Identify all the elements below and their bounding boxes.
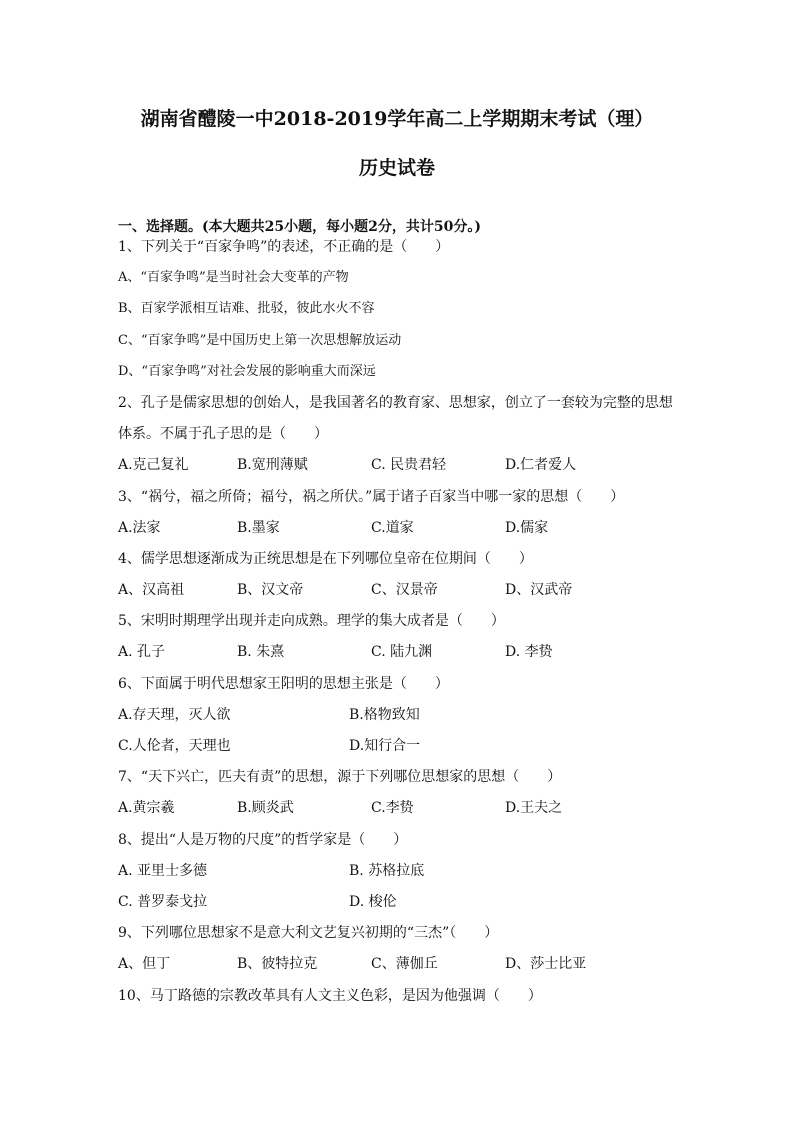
option-a: A.存天理，灭人欲 — [118, 706, 231, 723]
option-b: B.顾炎武 — [237, 800, 294, 817]
option-b: B. 苏格拉底 — [349, 862, 425, 879]
question-stem: 9、下列哪位思想家不是意大利文艺复兴初期的“三杰”（ ） — [118, 925, 499, 942]
option-b: B.格物致知 — [349, 706, 420, 723]
options-row — [118, 861, 676, 892]
option-b: B. 朱熹 — [237, 644, 285, 661]
exam-title: 湖南省醴陵一中2018-2019学年高二上学期期末考试（理） — [140, 108, 654, 130]
question-stem: 1、下列关于“百家争鸣”的表述，不正确的是（ ） — [118, 239, 450, 255]
option-c: C. 民贵君轻 — [371, 457, 447, 474]
option-d: D、“百家争鸣”对社会发展的影响重大而深远 — [118, 363, 376, 379]
option-a: A.法家 — [118, 519, 161, 536]
option-c: C、薄伽丘 — [371, 956, 438, 973]
question-stem-continued: 体系。不属于孔子思的是（ ） — [118, 426, 328, 443]
option-a: A、汉高祖 — [118, 582, 185, 599]
option-c: C. 普罗泰戈拉 — [118, 893, 208, 910]
options-row — [118, 705, 676, 736]
question-stem: 6、下面属于明代思想家王阳明的思想主张是（ ） — [118, 675, 449, 692]
section-heading: 一、选择题。(本大题共25小题，每小题2分，共计50分。) — [118, 219, 481, 235]
option-a: A.克己复礼 — [118, 457, 189, 474]
option-c: C.李贽 — [371, 800, 414, 817]
option-c: C.人伦者，天理也 — [118, 738, 231, 754]
question-stem: 10、马丁路德的宗教改革具有人文主义色彩，是因为他强调（ ） — [118, 987, 542, 1004]
options-row — [118, 892, 676, 923]
option-d: D. 李贽 — [505, 644, 553, 661]
option-d: D.仁者爱人 — [505, 457, 577, 474]
option-a: A.黄宗羲 — [118, 800, 175, 817]
option-d: D、汉武帝 — [505, 582, 573, 599]
option-d: D、莎士比亚 — [505, 956, 587, 973]
options-row — [118, 954, 676, 985]
option-a: A. 亚里士多德 — [118, 862, 208, 879]
option-d: D.知行合一 — [349, 738, 421, 754]
option-d: D.儒家 — [505, 519, 549, 536]
option-c: C、“百家争鸣”是中国历史上第一次思想解放运动 — [118, 332, 402, 348]
question-stem: 2、孔子是儒家思想的创始人，是我国著名的教育家、思想家，创立了一套较为完整的思想 — [118, 394, 673, 411]
options-row — [118, 580, 676, 611]
option-c: C、汉景帝 — [371, 582, 438, 599]
option-a: A、“百家争鸣”是当时社会大变革的产物 — [118, 270, 349, 286]
options-row — [118, 798, 676, 829]
exam-subtitle: 历史试卷 — [358, 157, 435, 179]
option-b: B、汉文帝 — [237, 582, 304, 599]
question-stem: 8、提出“人是万物的尺度”的哲学家是（ ） — [118, 831, 408, 848]
option-d: D. 梭伦 — [349, 893, 397, 910]
option-c: C. 陆九渊 — [371, 644, 433, 661]
options-row — [118, 736, 676, 767]
question-stem: 7、“天下兴亡，匹夫有责”的思想，源于下列哪位思想家的思想（ ） — [118, 769, 562, 786]
option-b: B、百家学派相互诘难、批驳，彼此水火不容 — [118, 301, 375, 317]
question-stem: 3、“祸兮，福之所倚；福兮，祸之所伏。”属于诸子百家当中哪一家的思想（ ） — [118, 488, 625, 505]
option-b: B.宽刑薄赋 — [237, 457, 308, 474]
option-c: C.道家 — [371, 519, 414, 536]
option-b: B、彼特拉克 — [237, 956, 318, 973]
option-a: A、但丁 — [118, 956, 171, 973]
options-row — [118, 518, 676, 549]
option-b: B.墨家 — [237, 519, 280, 536]
options-row — [118, 455, 676, 486]
question-stem: 4、儒学思想逐渐成为正统思想是在下列哪位皇帝在位期间（ ） — [118, 550, 533, 567]
question-stem: 5、宋明时期理学出现并走向成熟。理学的集大成者是（ ） — [118, 613, 505, 630]
option-a: A. 孔子 — [118, 644, 166, 661]
options-row — [118, 642, 676, 673]
option-d: D.王夫之 — [505, 800, 563, 817]
